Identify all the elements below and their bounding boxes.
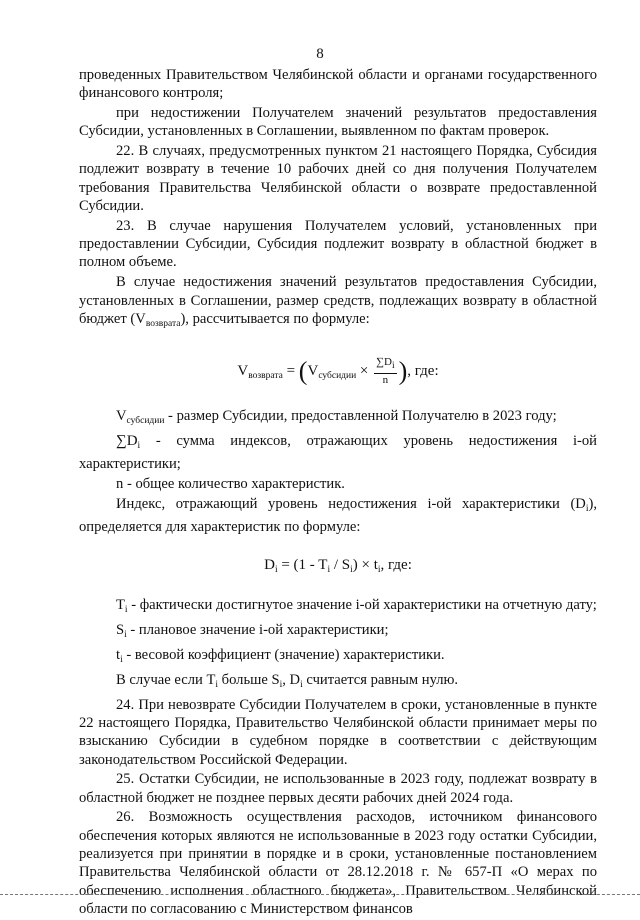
page-bottom-divider	[0, 894, 640, 895]
subscript: возврата	[145, 318, 181, 329]
paragraph: при недостижении Получателем значений результатов предоставления Субсидии, установленных в Соглашении, выявленном по фактам проверок.	[79, 105, 597, 140]
paragraph-item-22: 22. В случаях, предусмотренных пунктом 21 настоящего Порядка, Субсидия подлежит возврату в течение 10 рабочих дней со дня получения Получателем требования Правительства Челябинской области о возврате предоставленной Субсидии.	[79, 143, 597, 215]
definition-sum: $\sum D_i$ - сумма индексов, отражающих уровень недостижения i-ой характеристики;	[79, 432, 597, 473]
paren-close: )	[398, 356, 408, 386]
paragraph-item-24: 24. При невозврате Субсидии Получателем в сроки, установленные в пункте 22 настоящего Порядка, Правительство Челябинской области принимает меры по взысканию Субсидии в судебном порядке в соответствии с действующим законодательством Российской Федерации.	[79, 696, 597, 768]
fraction-denominator: n	[382, 374, 389, 387]
definition-v-subsidy: $V_{субсидии}$ - размер Субсидии, предоставленной Получателю в 2023 году;	[116, 408, 557, 427]
definition-t-weight: $t_i$ - весовой коэффициент (значение) характеристики.	[116, 647, 445, 666]
subscript: субсидии	[126, 416, 165, 427]
formula-symbol: V	[237, 363, 249, 380]
definition-s-plan: $S_i$ - плановое значение i-ой характеристики;	[116, 622, 389, 641]
formula-refund	[79, 349, 597, 393]
formula-tail: , где:	[407, 363, 439, 380]
paragraph-item-26: 26. Возможность осуществления расходов, источником финансового обеспечения которых являются не использованные в 2023 году остатки Субсидии, реализуется при принятии в порядке и в сроки, установленные постановлением Правительства Челябинской области от 28.12.2018 г. № 657-П «О мерах по обеспечению исполнения областного бюджета», Правительством Челябинской области по согласованию с Министерством финансов	[79, 809, 597, 917]
paragraph-item-23: 23. В случае нарушения Получателем условий, установленных при предоставлении Субсидии, Субсидия подлежит возврату в областной бюджет в полном объеме.	[79, 217, 597, 271]
fraction	[374, 356, 396, 387]
text: ), рассчитывается по формуле:	[180, 310, 370, 327]
formula-operator: ×	[356, 363, 373, 380]
subscript: i	[585, 503, 589, 514]
condition-text: В случае если $T_i$ больше $S_i$, $D_i$ считается равным нулю.	[116, 671, 459, 690]
paragraph-index: Индекс, отражающий уровень недостижения i-ой характеристики $(D_i)$, определяется для характеристик по формуле:	[79, 495, 597, 536]
subscript: i	[124, 630, 127, 641]
subscript: возврата	[248, 371, 283, 382]
text: В случае недостижения значений результатов предоставления Субсидии, установленных в Соглашении, размер средств, подлежащих возврату в областной бюджет (V	[79, 274, 597, 327]
subscript: i	[120, 655, 123, 666]
document-body	[79, 66, 597, 920]
paragraph-item-25: 25. Остатки Субсидии, не использованные в 2023 году, подлежат возврату в областной бюджет не позднее первых десяти рабочих дней 2024 года.	[79, 771, 597, 806]
subscript: i	[137, 440, 141, 451]
formula-index: $D_i = (1 - T_i / S_i) \times t_i$, где:	[264, 557, 412, 576]
paragraph: проведенных Правительством Челябинской области и органами государственного финансового контроля;	[79, 67, 597, 102]
page-number: 8	[316, 46, 324, 62]
subscript: субсидии	[318, 371, 357, 382]
fraction-numerator: ∑Di	[374, 356, 396, 374]
paragraph	[79, 273, 597, 333]
formula-symbol: V	[307, 363, 319, 380]
formula-operator: =	[282, 363, 299, 380]
definition-t-actual: $T_i$ - фактически достигнутое значение i-ой характеристики на отчетную дату;	[116, 597, 597, 616]
subscript: i	[124, 605, 128, 616]
definition-n: n - общее количество характеристик.	[116, 476, 345, 493]
paren-open: (	[298, 356, 308, 386]
